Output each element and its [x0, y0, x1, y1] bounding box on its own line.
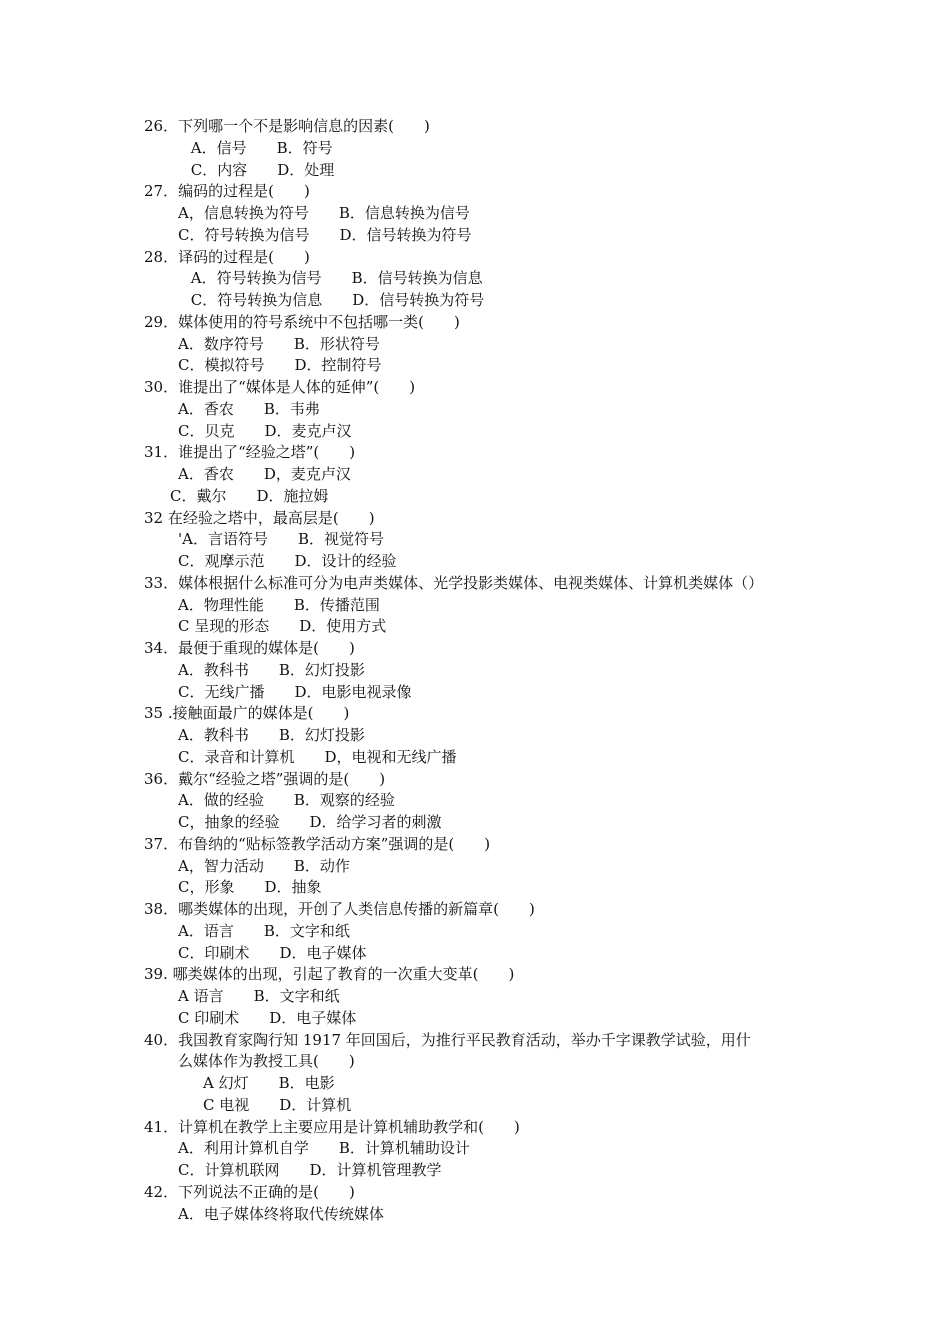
- option-line: A 语言 B．文字和纸: [178, 987, 340, 1005]
- option-line: C．印刷术 D．电子媒体: [178, 943, 367, 962]
- option-line: C．内容 D．处理: [186, 160, 335, 179]
- option-line: C，形象 D．抽象: [178, 878, 322, 897]
- option-line: C，抽象的经验 D．给学习者的刺激: [178, 813, 442, 831]
- option-line: A．香农 B．韦弗: [178, 399, 320, 418]
- question-line: 34．最便于重现的媒体是( ): [144, 639, 355, 657]
- option-line: A．数序符号 B．形状符号: [178, 334, 380, 353]
- option-line: C．贝克 D．麦克卢汉: [178, 421, 352, 440]
- question-line: 39. 哪类媒体的出现，引起了教育的一次重大变革( ): [144, 965, 515, 984]
- question-line: 42．下列说法不正确的是( ): [144, 1182, 355, 1201]
- question-line: 38．哪类媒体的出现，开创了人类信息传播的新篇章( ): [144, 900, 535, 918]
- option-line: A．教科书 B．幻灯投影: [178, 726, 365, 744]
- question-list: [0, 116, 950, 1225]
- question-line: 37．布鲁纳的“贴标签教学活动方案”强调的是( ): [144, 834, 491, 853]
- question-line: 29．媒体使用的符号系统中不包括哪一类( ): [144, 312, 460, 331]
- option-line: C．计算机联网 D．计算机管理教学: [178, 1161, 442, 1179]
- option-line: C．符号转换为信号 D．信号转换为符号: [178, 225, 472, 244]
- option-line: A．电子媒体终将取代传统媒体: [178, 1204, 384, 1223]
- option-line: C．无线广播 D．电影电视录像: [178, 682, 412, 701]
- question-line: 27．编码的过程是( ): [144, 182, 310, 201]
- option-line: A．物理性能 B．传播范围: [178, 595, 380, 614]
- question-line: 35 .接触面最广的媒体是( ): [144, 704, 350, 723]
- option-line: C．戴尔 D．施拉姆: [170, 486, 329, 505]
- question-line: 36．戴尔“经验之塔”强调的是( ): [144, 769, 386, 788]
- question-line: 33．媒体根据什么标准可分为电声类媒体、光学投影类媒体、电视类媒体、计算机类媒体（）: [144, 573, 764, 592]
- option-line: C．录音和计算机 D，电视和无线广播: [178, 747, 457, 766]
- option-line: A．香农 D，麦克卢汉: [178, 465, 351, 483]
- option-line: 么媒体作为教授工具( ): [178, 1052, 355, 1071]
- option-line: 'A．言语符号 B．视觉符号: [178, 530, 384, 549]
- question-line: 31．谁提出了“经验之塔”( ): [144, 443, 356, 462]
- option-line: A．语言 B．文字和纸: [178, 921, 350, 940]
- option-line: C 印刷术 D．电子媒体: [178, 1008, 357, 1027]
- option-line: A，智力活动 B．动作: [178, 856, 350, 875]
- question-line: 41．计算机在教学上主要应用是计算机辅助教学和( ): [144, 1117, 520, 1136]
- option-line: C．模拟符号 D．控制符号: [178, 356, 382, 375]
- option-line: C．符号转换为信息 D．信号转换为符号: [186, 291, 485, 309]
- question-line: 28．译码的过程是( ): [144, 247, 310, 266]
- option-line: C 电视 D．计算机: [203, 1095, 352, 1114]
- option-line: A 幻灯 B．电影: [203, 1074, 335, 1092]
- option-line: C．观摩示范 D．设计的经验: [178, 552, 397, 570]
- question-line: 30．谁提出了“媒体是人体的延伸”( ): [144, 378, 416, 396]
- option-line: A．做的经验 B．观察的经验: [178, 791, 395, 810]
- option-line: A，信息转换为符号 B．信息转换为信号: [178, 204, 470, 222]
- question-line: 40．我国教育家陶行知 1917 年回国后，为推行平民教育活动，举办千字课教学试验，用什: [144, 1030, 751, 1049]
- option-line: A．符号转换为信号 B．信号转换为信息: [186, 269, 483, 288]
- option-line: A．教科书 B．幻灯投影: [178, 660, 365, 679]
- question-line: 26．下列哪一个不是影响信息的因素( ): [144, 117, 430, 135]
- option-line: A．利用计算机自学 B．计算机辅助设计: [178, 1139, 470, 1158]
- option-line: A．信号 B．符号: [186, 138, 333, 157]
- question-line: 32 在经验之塔中，最高层是( ): [144, 508, 375, 527]
- option-line: C 呈现的形态 D．使用方式: [178, 617, 387, 636]
